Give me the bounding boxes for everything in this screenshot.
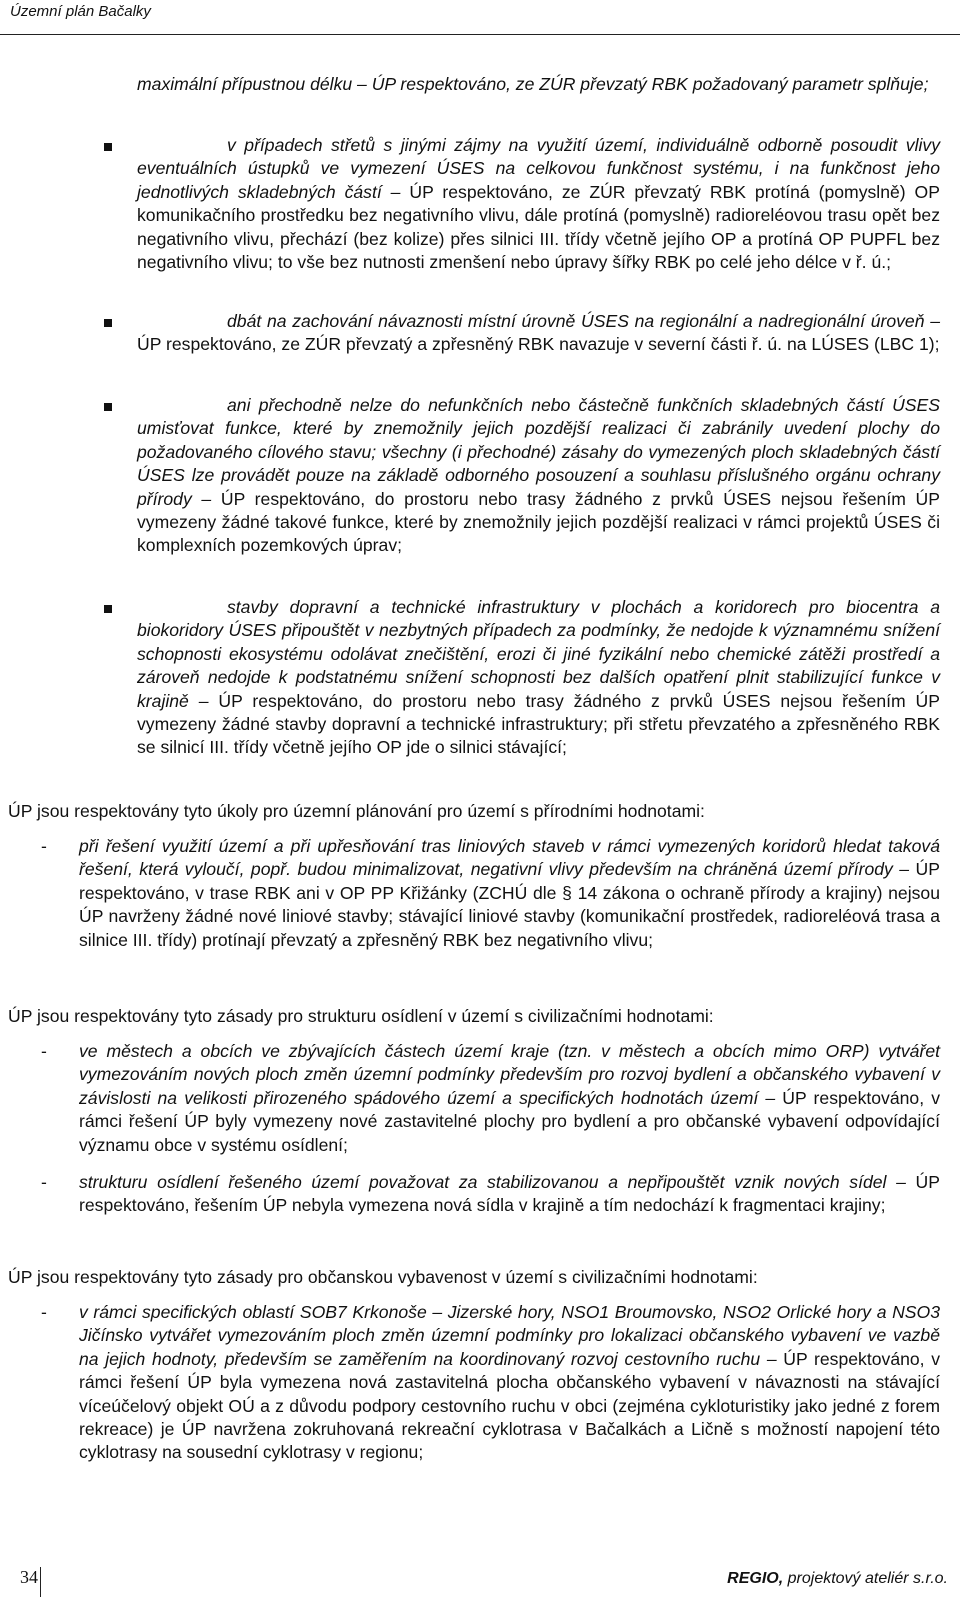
- bullet-paragraph-uses-continuity: dbát na zachování návaznosti místní úrovně ÚSES na regionální a nadregionální úroveň – ÚP respektováno, ze ZÚR převzatý a zpřesněný RBK navazuje v severní části ř. ú. na LÚSES (LBC 1);: [137, 311, 940, 355]
- section-intro-civic-amenities: ÚP jsou respektovány tyto zásady pro občanskou vybavenost v území s civilizačními hodnotami:: [8, 1267, 758, 1287]
- footer-divider: [40, 1567, 41, 1597]
- dash-paragraph-settlement-structure: strukturu osídlení řešeného území považovat za stabilizovanou a nepřipouštět vznik nových sídel – ÚP respektováno, řešením ÚP nebyla vymezena nová sídla v krajině a tím nedochází k fragmentaci krajiny;: [79, 1172, 940, 1216]
- bullet-marker: [104, 605, 112, 613]
- bullet-marker: [104, 319, 112, 327]
- dash-paragraph-towns-development: ve městech a obcích ve zbývajících částech území kraje (tzn. v městech a obcích mimo ORP) vytvářet vymezováním nových ploch změn územní podmínky především pro rozvoj bydlení a občanského vybavení v závislosti na velikosti přirozeného spádového území a specifických hodnotách území – ÚP respektováno, v rámci řešení ÚP byly vymezeny nové zastavitelné plochy pro bydlení a pro občanské vybavení odpovídající významu obce v systému osídlení;: [79, 1041, 941, 1155]
- dash-marker: -: [41, 1041, 47, 1061]
- section-intro-settlement: ÚP jsou respektovány tyto zásady pro strukturu osídlení v území s civilizačními hodnotami:: [8, 1006, 714, 1026]
- bullet-paragraph-infrastructure: stavby dopravní a technické infrastruktury v plochách a koridorech pro biocentra a biokoridory ÚSES připouštět v nezbytných případech za podmínky, že nedojde k významnému snížení schopnosti ekosystému odolávat znečištění, erozi či jiné fyzikální nebo chemické zátěži prostředí a zároveň nedojde k podstatnému snížení schopnosti bez dalších opatření plnit stabilizující funkce v krajině – ÚP respektováno, do prostoru nebo trasy žádného z prvků ÚSES nejsou řešením ÚP vymezeny žádné stavby dopravní a technické infrastruktury; při střetu převzatého a zpřesněného RBK se silnicí III. třídy včetně jejího OP jde o silnici stávající;: [137, 597, 940, 758]
- page-number: 34: [20, 1567, 38, 1587]
- bullet-marker: [104, 403, 112, 411]
- bullet-marker: [104, 143, 112, 151]
- dash-paragraph-specific-areas: v rámci specifických oblastí SOB7 Krkonoše – Jizerské hory, NSO1 Broumovsko, NSO2 Orlické hory a NSO3 Jičínsko vytvářet vymezováním ploch změn územní podmínky pro lokalizaci občanského vybavení ve vazbě na jejich hodnoty, především se zaměřením na koordinovaný rozvoj cestovního ruchu – ÚP respektováno, v rámci řešení ÚP byla vymezena nová zastavitelná plocha občanského vybavení v návaznosti na stávající víceúčelový objekt OÚ a z důvodu podpory cestovního ruchu v obci (zejména cykloturistiky jako jedné z forem rekreace) je ÚP navržena zokruhovaná rekreační cyklotrasa v Bačalkách a Ličně s možností napojení této cyklotrasy na sousední cyklotrasy v regionu;: [79, 1302, 940, 1463]
- dash-marker: -: [41, 836, 47, 856]
- header-divider: [0, 34, 960, 35]
- bullet-paragraph-uses-functions: ani přechodně nelze do nefunkčních nebo částečně funkčních skladebných částí ÚSES umisťovat funkce, které by znemožnily jejich pozdější realizaci či zabránily uvedení plochy do požadovaného cílového stavu; všechny (i přechodné) zásahy do vymezených ploch skladebných částí ÚSES lze provádět pouze na základě odborného posouzení a souhlasu příslušného orgánu ochrany přírody – ÚP respektováno, do prostoru nebo trasy žádného z prvků ÚSES nejsou řešením ÚP vymezeny žádné takové funkce, které by znemožnily jejich pozdější realizaci v rámci projektů ÚSES či komplexních pozemkových úprav;: [137, 395, 940, 556]
- company-brand: REGIO,: [727, 1570, 784, 1587]
- dash-marker: -: [41, 1172, 47, 1192]
- section-intro-natural-values: ÚP jsou respektovány tyto úkoly pro územní plánování pro území s přírodními hodnotami:: [8, 801, 705, 821]
- company-name: projektový ateliér s.r.o.: [783, 1570, 948, 1587]
- dash-paragraph-linear-structures: při řešení využití území a při upřesňování tras liniových staveb v rámci vymezených koridorů hledat taková řešení, která vyloučí, popř. budou minimalizovat, negativní vlivy především na chráněná území přírody – ÚP respektováno, v trase RBK ani v OP PP Křižánky (ZCHÚ dle § 14 zákona o ochraně přírody a krajiny) nejsou ÚP navrženy žádné nové liniové stavby; stávající liniové stavby (komunikační prostředek, radioreléová trasa a silnice III. třídy) protínají převzatý a zpřesněný RBK bez negativního vlivu;: [79, 836, 940, 950]
- document-title: Územní plán Bačalky: [10, 3, 151, 20]
- dash-marker: -: [41, 1302, 47, 1322]
- company-credit: [727, 1570, 948, 1588]
- bullet-paragraph-uses-conflicts: v případech střetů s jinými zájmy na využití území, individuálně odborně posoudit vlivy eventuálních ústupků ve vymezení ÚSES na celkovou funkčnost systému, i na funkčnost jeho jednotlivých skladebných částí – ÚP respektováno, ze ZÚR převzatý RBK protíná (pomyslně) OP komunikačního prostředku bez negativního vlivu, dále protíná (pomyslně) radioreléovou trasu opět bez negativního vlivu, přechází (bez kolize) přes silnici III. třídy včetně jejího OP a protíná OP PUPFL bez negativního vlivu; to vše bez nutnosti zmenšení nebo úpravy šířky RBK po celé jeho délce v ř. ú.;: [137, 135, 940, 273]
- bullet-paragraph-continuation: maximální přípustnou délku – ÚP respektováno, ze ZÚR převzatý RBK požadovaný parametr splňuje;: [137, 74, 929, 94]
